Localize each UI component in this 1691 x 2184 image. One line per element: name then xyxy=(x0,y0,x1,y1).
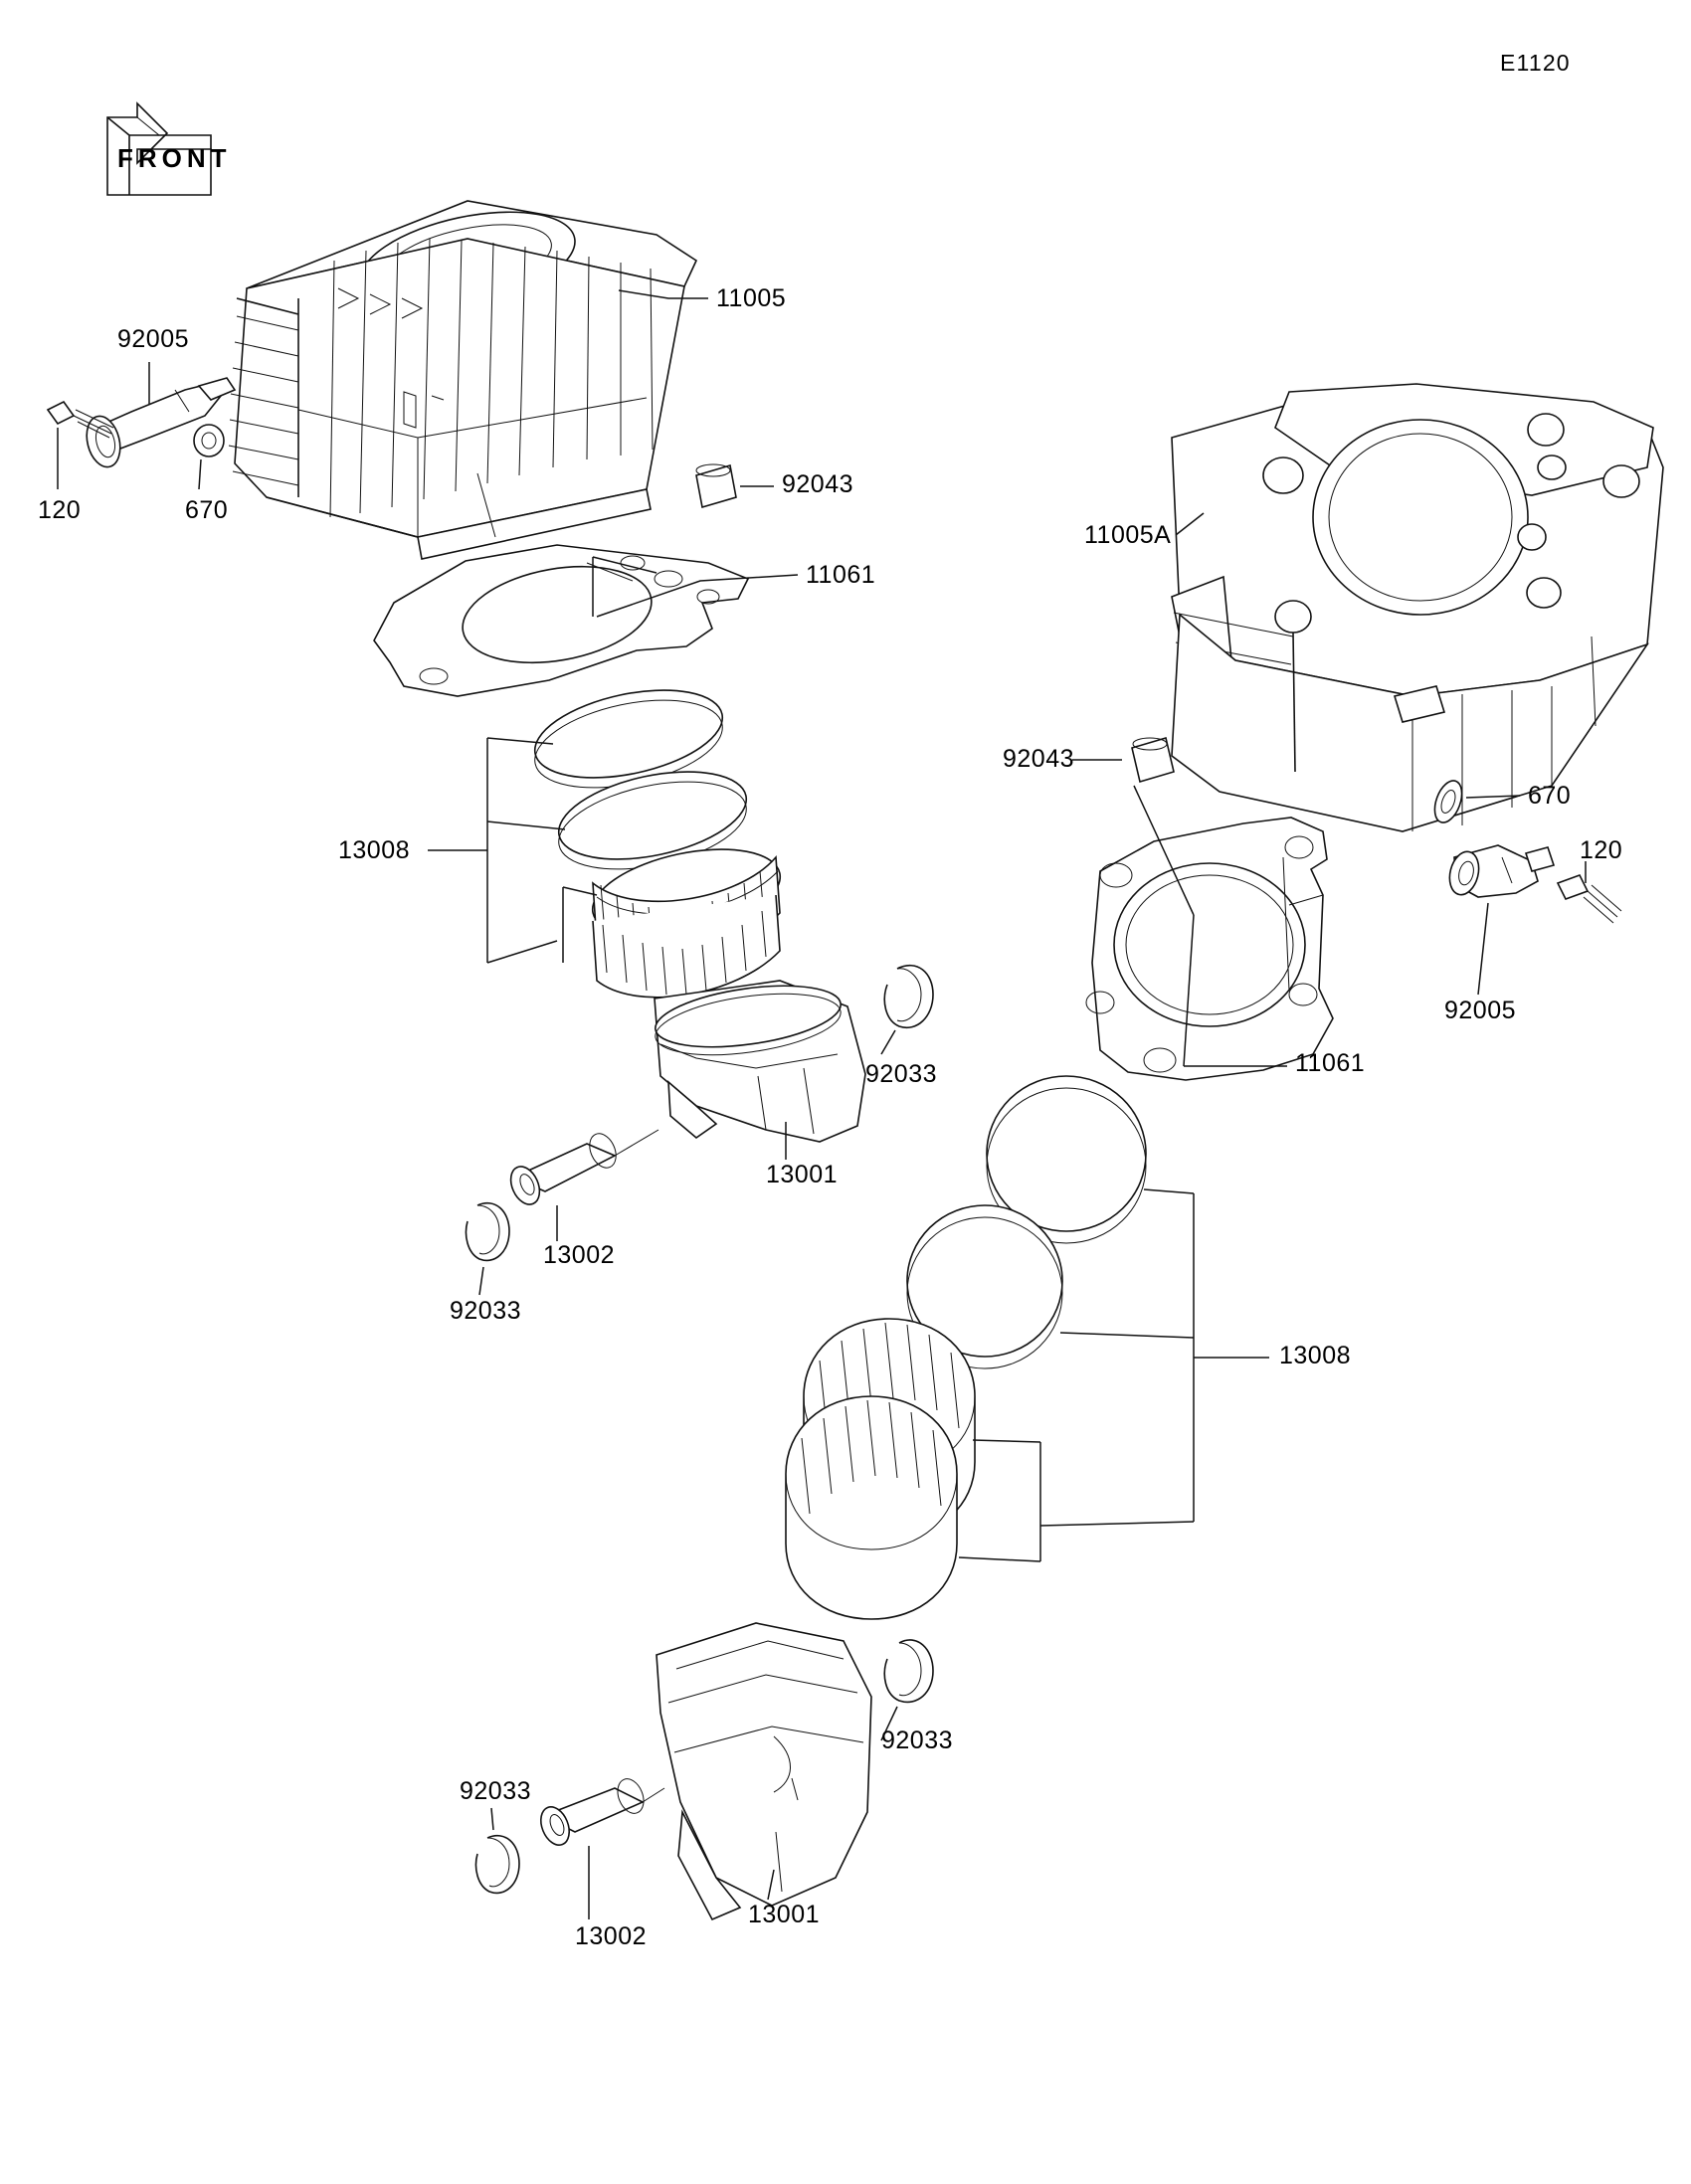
front-orientation-marker xyxy=(78,107,232,195)
callout-92005-rear[interactable]: 92005 xyxy=(1444,997,1517,1024)
callout-11061-rear[interactable]: 11061 xyxy=(1295,1049,1366,1077)
callout-92005-front[interactable]: 92005 xyxy=(117,325,190,353)
dowel-pin-rear-art xyxy=(1132,738,1174,782)
callout-11061-front[interactable]: 11061 xyxy=(806,561,876,589)
diagram-code: E1120 xyxy=(1500,50,1571,76)
callout-92043-rear[interactable]: 92043 xyxy=(1003,745,1075,773)
water-joint-rear-art xyxy=(1445,845,1554,898)
callout-670-rear[interactable]: 670 xyxy=(1528,782,1572,810)
piston-rings-front-art xyxy=(527,675,788,998)
callout-13001-front[interactable]: 13001 xyxy=(766,1161,839,1188)
piston-front-art xyxy=(652,976,865,1142)
snap-ring-rear-lower-art xyxy=(476,1836,520,1894)
piston-pin-rear-art xyxy=(535,1775,664,1850)
dowel-pin-front-art xyxy=(696,464,736,507)
front-marker-label: FRONT xyxy=(117,143,232,173)
cylinder-rear-art xyxy=(1172,384,1663,831)
callout-670-front[interactable]: 670 xyxy=(185,496,229,524)
o-ring-front-art xyxy=(194,425,224,456)
callout-13001-rear[interactable]: 13001 xyxy=(748,1901,821,1928)
gasket-front-art xyxy=(374,545,748,696)
callout-13008-rear[interactable]: 13008 xyxy=(1279,1342,1352,1369)
snap-ring-rear-upper-art xyxy=(884,1640,933,1702)
piston-pin-front-art xyxy=(505,1130,658,1209)
callout-11005A[interactable]: 11005A xyxy=(1084,521,1172,549)
piston-rear-art xyxy=(657,1623,871,1919)
callout-13002-front[interactable]: 13002 xyxy=(543,1241,616,1269)
piston-rings-rear-art xyxy=(786,1076,1146,1619)
snap-ring-front-lower-art xyxy=(467,1203,510,1261)
cylinder-front-art xyxy=(229,195,696,559)
callout-92043-front[interactable]: 92043 xyxy=(782,470,854,498)
callout-13002-rear[interactable]: 13002 xyxy=(575,1922,648,1950)
callout-120-rear[interactable]: 120 xyxy=(1580,836,1623,864)
callout-120-front[interactable]: 120 xyxy=(38,496,82,524)
snap-ring-front-upper-art xyxy=(884,966,933,1028)
callout-92033-front-upper[interactable]: 92033 xyxy=(865,1060,938,1088)
bolt-rear-art xyxy=(1558,875,1621,923)
gasket-rear-art xyxy=(1086,818,1333,1080)
callout-92033-rear-lower[interactable]: 92033 xyxy=(460,1777,532,1805)
callout-92033-rear-upper[interactable]: 92033 xyxy=(881,1727,954,1754)
callout-92033-front-lower[interactable]: 92033 xyxy=(450,1297,522,1325)
callout-13008-front[interactable]: 13008 xyxy=(338,836,411,864)
callout-11005[interactable]: 11005 xyxy=(716,284,787,312)
